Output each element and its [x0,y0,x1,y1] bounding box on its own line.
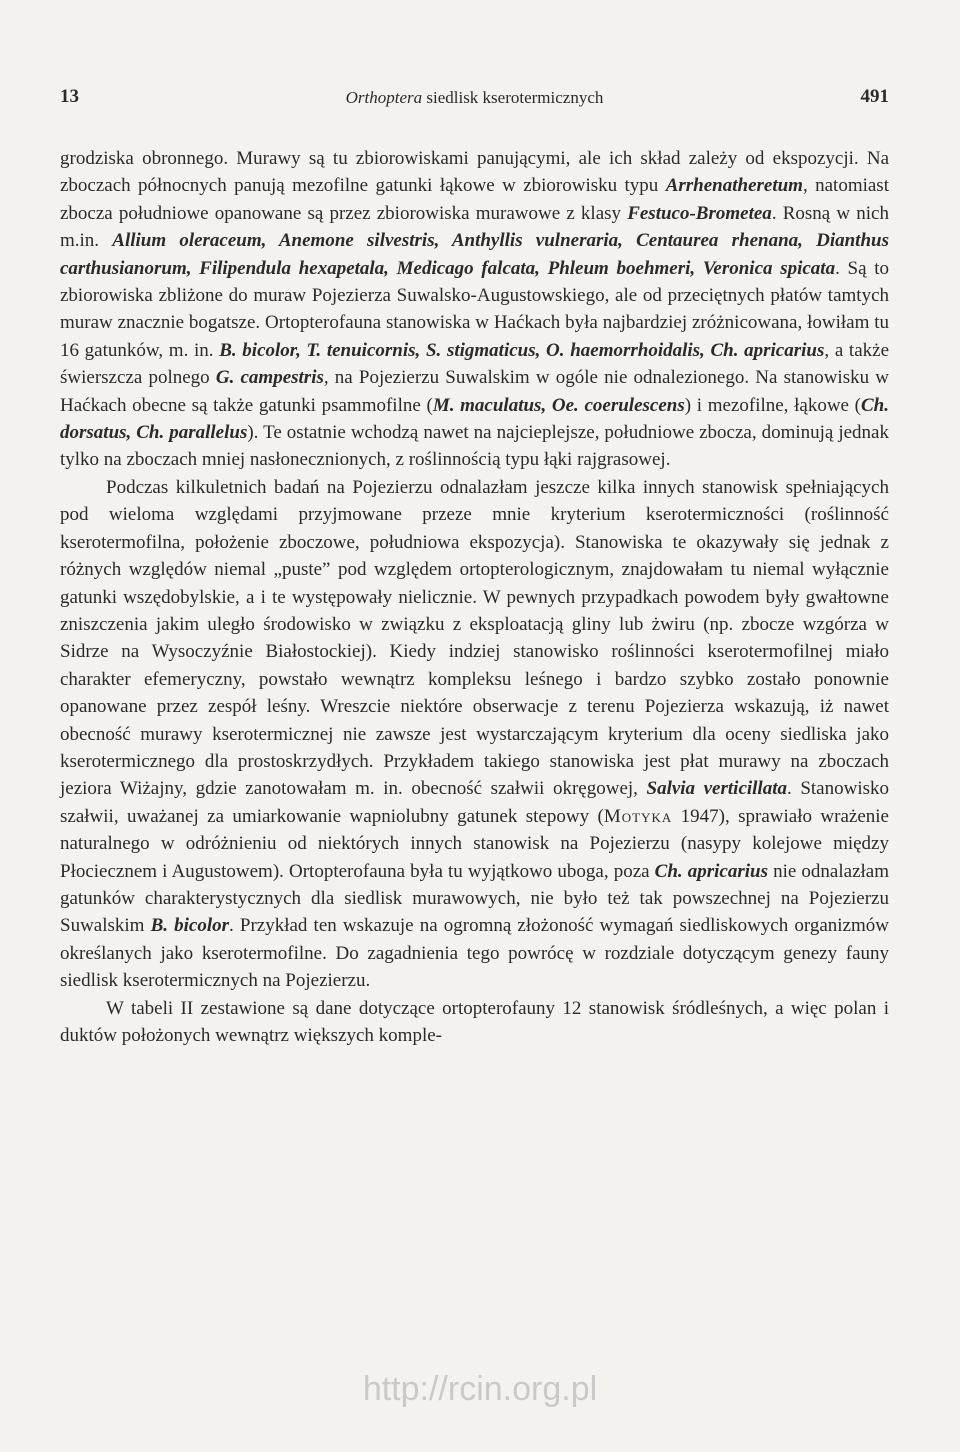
italic-taxon: Salvia verticillata [646,778,787,800]
italic-taxon: G. campestris [215,367,324,389]
italic-taxon: Allium oleraceum, Anemone silvestris, Anthyllis vulneraria, Centaurea rhenana, Dianthus carthusianorum, Filipendula hexapetala, Medicago falcata, Phleum boehmeri, Veronica spicata [60,230,889,279]
italic-taxon: Ch. dorsatus, Ch. parallelus [60,394,889,444]
text-run: ). Te ostatnie wchodzą nawet na najcieplejsze, południowe zbocza, dominują jednak tylko na zboczach mniej nasłonecznionych, z roślinnością typu łąki rajgrasowej. [60,422,889,471]
page-number-left: 13 [60,86,79,107]
text-run: Podczas kilkuletnich badań na Pojezierzu odnalazłam jeszcze kilka innych stanowisk spełniających pod wieloma względami przyjmowane przeze mnie kryterium kserotermiczności (roślinność kserotermofilna, położenie zboczowe, południowa ekspozycja). Stanowiska te okazywały się jednak z różnych względów niemal „puste” pod względem ortopterologicznym, znajdowałam tu niemal wyłącznie gatunki wszędobylskie, a i te występowały nielicznie. W pewnych przypadkach powodem były gwałtowne zniszczenia jakim uległo środowisko w związku z eksploatacją gliny lub żwiru (np. zbocze wzgórza w Sidrze na Wysoczyźnie Białostockiej). Kiedy indziej stanowisko roślinności kserotermofilnej miało charakter efemeryczny, powstało wewnątrz kompleksu leśnego i bardzo szybko zostało ponownie opanowane przez zespół leśny. Wreszcie niektóre obserwacje z terenu Pojezierza wskazują, iż nawet obecność murawy kserotermicznej nie zawsze jest wystarczającym kryterium dla oceny siedliska jako kserotermicznego dla prostoskrzydłych. Przykładem takiego stanowiska jest płat murawy na zboczach jeziora Wiżajny, gdzie zanotowałam m. in. obecność szałwii okręgowej, [60,476,889,800]
text-run: nie odnalazłam gatunków charakterystycznych dla siedlisk murawowych, nie było też tak powszechnej na Pojezierzu Suwalskim [60,860,890,937]
text-run: W tabeli II zestawione są dane dotyczące ortopterofauny 12 stanowisk śródleśnych, a więc polan i duktów położonych wewnątrz większych komple- [60,997,889,1046]
italic-taxon: Ch. apricarius [654,860,769,882]
running-title-rest: siedlisk kserotermicznych [426,88,604,107]
paragraph [60,145,889,474]
italic-taxon: Festuco-Brometea [627,202,772,224]
watermark-url: http://rcin.org.pl [362,1370,598,1408]
text-run: , natomiast zbocza południowe opanowane są przez zbiorowiska murawowe z klasy [60,175,889,224]
text-run: . Są to zbiorowiska zbliżone do muraw Pojezierza Suwalsko-Augustowskiego, ale od przeciętnych płatów tamtych muraw znacznie bogatsze. Ortopterofauna stanowiska w Haćkach była najbardziej zróżnicowana, łowiłam tu 16 gatunków, m. in. [60,257,889,361]
text-run: . Przykład ten wskazuje na ogromną złożoność wymagań siedliskowych organizmów określanych jako kserotermofilne. Do zagadnienia tego powrócę w rozdziale dotyczącym genezy fauny siedlisk kserotermicznych na Pojezierzu. [60,915,889,992]
body-text [60,145,889,1049]
paragraph [60,474,889,995]
running-title-taxon: Orthoptera [345,88,423,107]
page-header [60,86,889,114]
italic-taxon: B. bicolor, T. tenuicornis, S. stigmaticus, O. haemorrhoidalis, Ch. apricarius [219,339,825,361]
page-number-right: 491 [860,86,889,107]
text-run: . Stanowisko szałwii, uważanej za umiarkowanie wapniolubny gatunek stepowy ( [60,778,889,827]
paragraph [60,995,889,1050]
text-run: 1947), sprawiało wrażenie naturalnego w odróżnieniu od niektórych innych stanowisk na Pojezierzu (nasypy kolejowe między Płociecznem i Augustowem). Ortopterofauna była tu wyjątkowo uboga, poza [60,805,889,882]
italic-taxon: B. bicolor [150,915,230,937]
running-title [60,88,889,108]
italic-taxon: M. maculatus, Oe. coerulescens [432,394,685,416]
text-run: , na Pojezierzu Suwalskim w ogóle nie odnalezionego. Na stanowisku w Haćkach obecne są także gatunki psammofilne ( [60,367,889,416]
author-citation: Motyka [603,805,673,827]
italic-taxon: Arrhenatheretum [665,175,803,197]
text-run: , a także świerszcza polnego [60,339,889,389]
text-run: . Rosną w nich m.in. [60,202,889,252]
text-run: grodziska obronnego. Murawy są tu zbiorowiskami panującymi, ale ich skład zależy od ekspozycji. Na zboczach północnych panują mezofilne gatunki łąkowe w zbiorowisku typu [60,148,889,197]
text-run: ) i mezofilne, łąkowe ( [684,394,861,416]
